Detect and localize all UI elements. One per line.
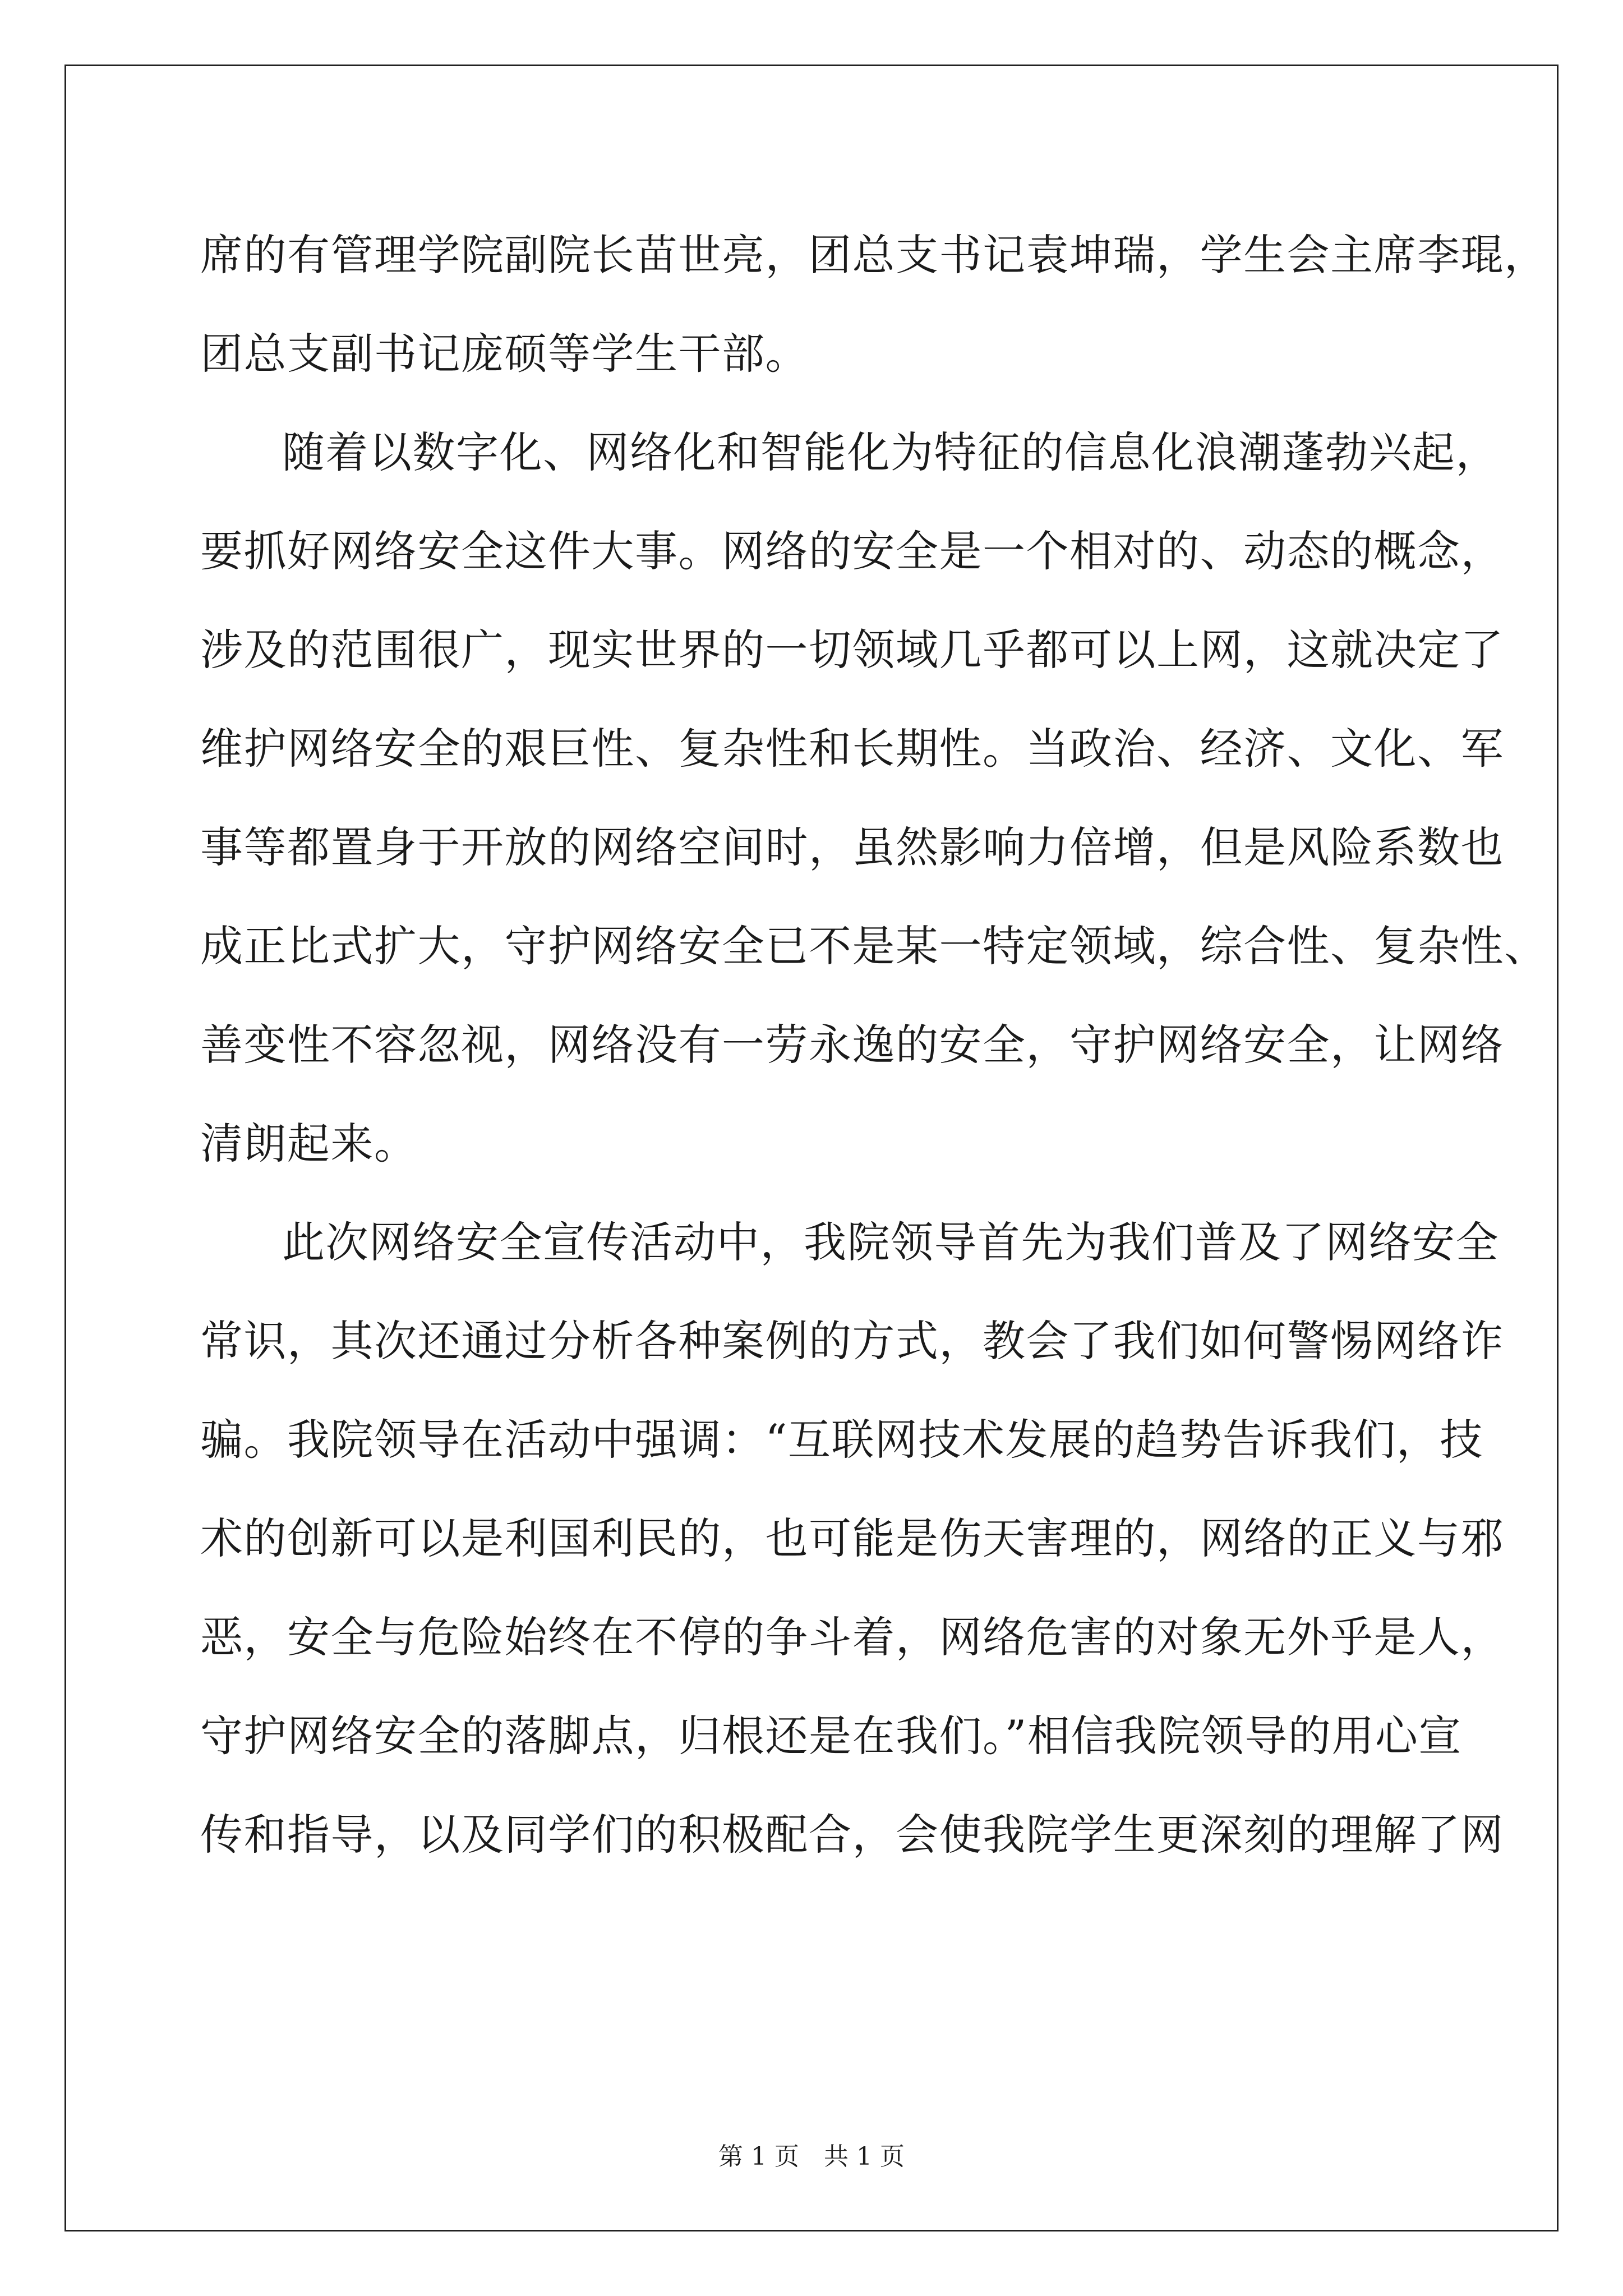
text-line: 涉及的范围很广，现实世界的一切领域几乎都可以上网，这就决定了 [200, 625, 1504, 675]
text-line: 传和指导，以及同学们的积极配合，会使我院学生更深刻的理解了网 [200, 1810, 1504, 1860]
text-line: 骗。我院领导在活动中强调：“互联网技术发展的趋势告诉我们，技 [200, 1415, 1483, 1465]
text-line: 团总支副书记庞硕等学生干部。 [200, 329, 809, 379]
text-line: 守护网络安全的落脚点，归根还是在我们。”相信我院领导的用心宣 [200, 1711, 1462, 1761]
text-line: 成正比式扩大，守护网络安全已不是某一特定领域，综合性、复杂性、 [200, 921, 1548, 971]
text-line: 恶，安全与危险始终在不停的争斗着，网络危害的对象无外乎是人， [200, 1612, 1504, 1662]
text-line: 要抓好网络安全这件大事。网络的安全是一个相对的、动态的概念， [200, 526, 1504, 576]
paragraph-start-line: 随着以数字化、网络化和智能化为特征的信息化浪潮蓬勃兴起， [282, 427, 1499, 477]
text-line: 常识，其次还通过分析各种案例的方式，教会了我们如何警惕网络诈 [200, 1316, 1504, 1366]
paragraph-start-line: 此次网络安全宣传活动中，我院领导首先为我们普及了网络安全 [282, 1217, 1499, 1267]
text-line: 席的有管理学院副院长苗世亮，团总支书记袁坤瑞，学生会主席李琨， [200, 230, 1548, 280]
text-line: 术的创新可以是利国利民的，也可能是伤天害理的，网络的正义与邪 [200, 1513, 1504, 1563]
text-line: 事等都置身于开放的网络空间时，虽然影响力倍增，但是风险系数也 [200, 822, 1504, 872]
text-line: 维护网络安全的艰巨性、复杂性和长期性。当政治、经济、文化、军 [200, 724, 1504, 774]
text-line: 善变性不容忽视，网络没有一劳永逸的安全，守护网络安全，让网络 [200, 1020, 1504, 1070]
page-number: 第 1 页 共 1 页 [718, 2142, 905, 2171]
text-line: 清朗起来。 [200, 1119, 418, 1168]
